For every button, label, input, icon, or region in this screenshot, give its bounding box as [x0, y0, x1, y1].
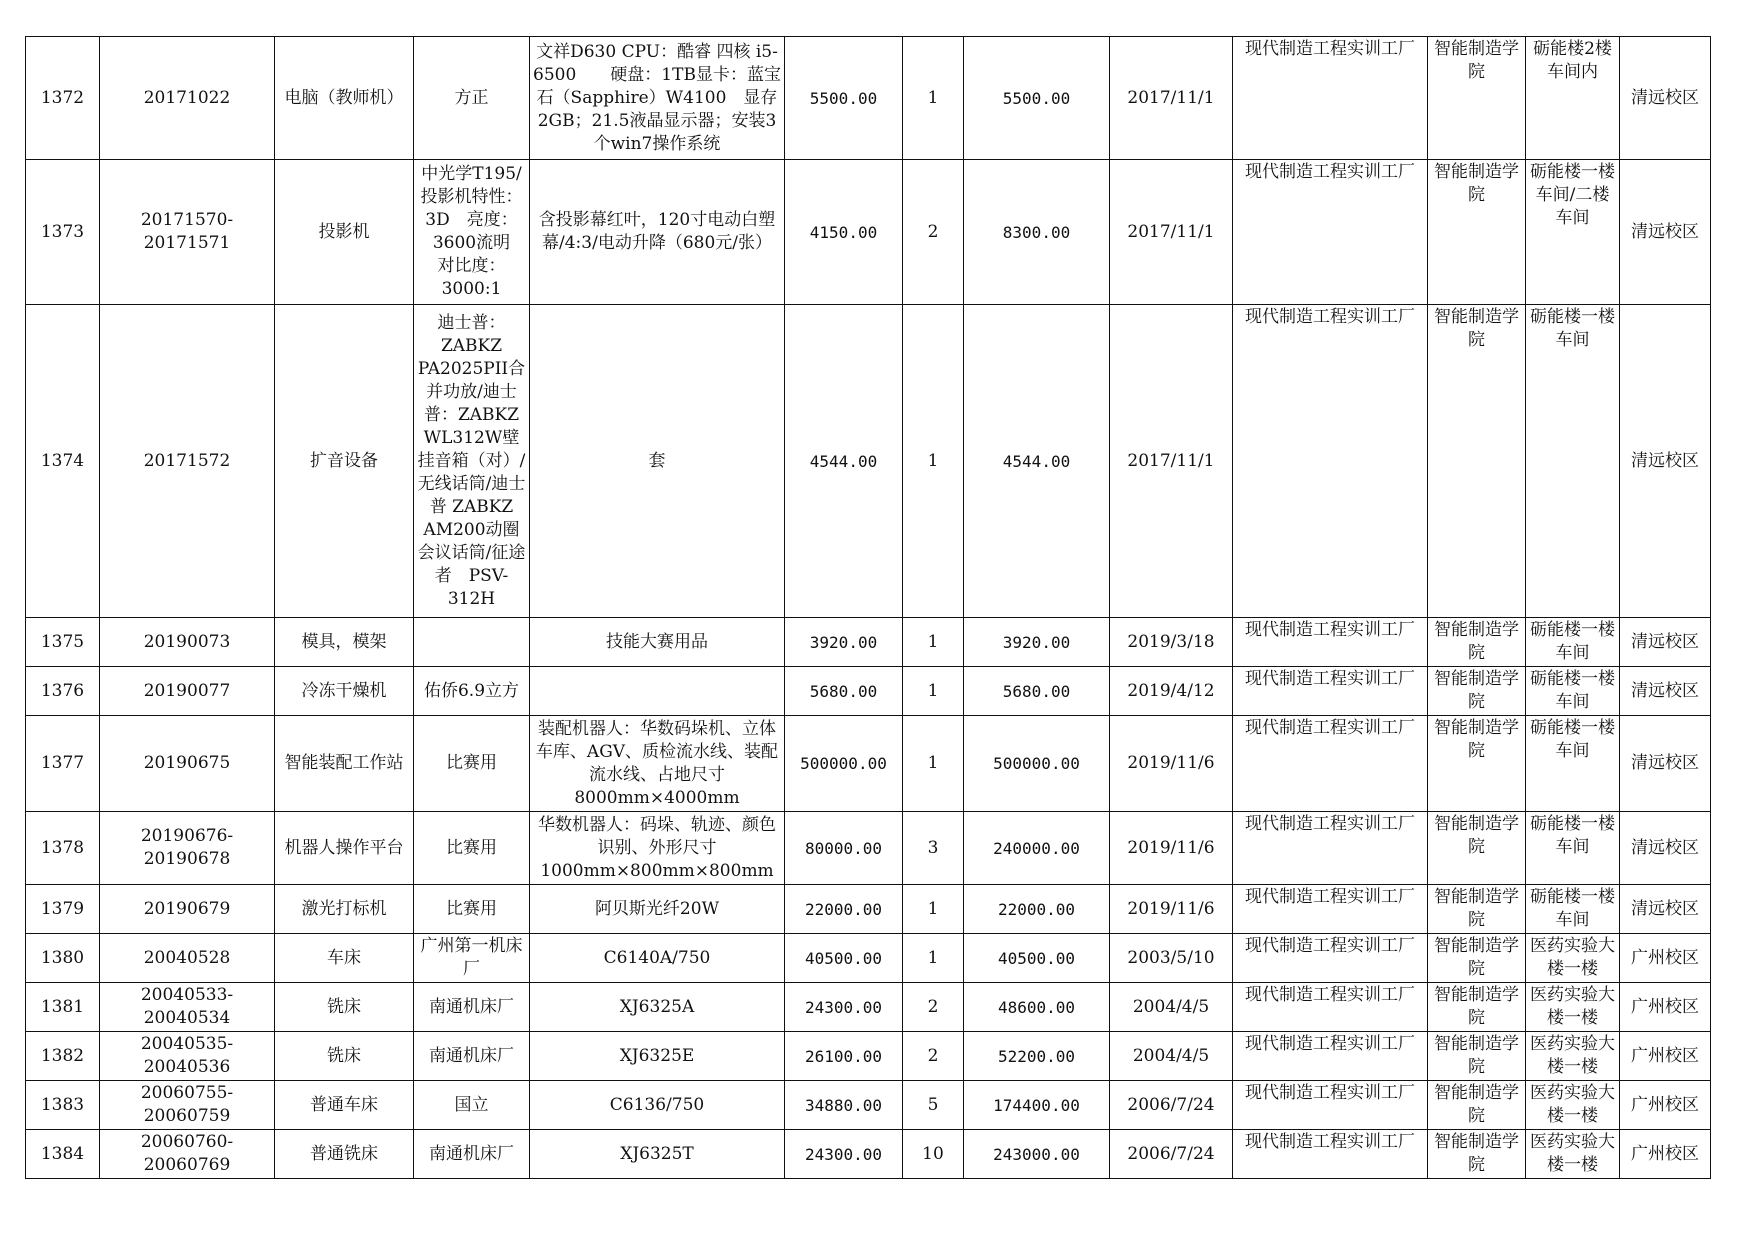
quantity-cell: 1: [903, 934, 964, 983]
campus-cell: 清远校区: [1620, 667, 1711, 716]
college-cell: 智能制造学院: [1428, 160, 1526, 305]
brand-model-cell: 南通机床厂: [414, 983, 530, 1032]
college-cell: 智能制造学院: [1428, 934, 1526, 983]
row-number-cell: 1374: [26, 305, 100, 618]
brand-model-cell: 南通机床厂: [414, 1130, 530, 1179]
college-cell: 智能制造学院: [1428, 885, 1526, 934]
unit-price-cell: 3920.00: [785, 618, 903, 667]
department-cell: 现代制造工程实训工厂: [1233, 812, 1428, 885]
asset-name-cell: 投影机: [275, 160, 414, 305]
location-cell: 砺能楼一楼车间: [1526, 812, 1620, 885]
row-number-cell: 1372: [26, 37, 100, 160]
unit-price-cell: 4150.00: [785, 160, 903, 305]
amount-cell: 500000.00: [964, 716, 1110, 812]
asset-table: [25, 36, 1711, 1179]
specification-cell: XJ6325T: [530, 1130, 785, 1179]
location-cell: 砺能楼一楼车间: [1526, 618, 1620, 667]
table-row: [26, 1081, 1711, 1130]
college-cell: 智能制造学院: [1428, 1130, 1526, 1179]
asset-name-cell: 模具，模架: [275, 618, 414, 667]
asset-code-cell: 20190675: [100, 716, 275, 812]
specification-cell: 技能大赛用品: [530, 618, 785, 667]
department-cell: 现代制造工程实训工厂: [1233, 1081, 1428, 1130]
location-cell: 医药实验大楼一楼: [1526, 1130, 1620, 1179]
table-row: [26, 305, 1711, 618]
location-cell: 砺能楼一楼车间: [1526, 667, 1620, 716]
brand-model-cell: 比赛用: [414, 716, 530, 812]
unit-price-cell: 40500.00: [785, 934, 903, 983]
specification-cell: XJ6325E: [530, 1032, 785, 1081]
specification-cell: 套: [530, 305, 785, 618]
table-row: [26, 160, 1711, 305]
row-number-cell: 1377: [26, 716, 100, 812]
quantity-cell: 10: [903, 1130, 964, 1179]
unit-price-cell: 22000.00: [785, 885, 903, 934]
specification-cell: [530, 667, 785, 716]
table-row: [26, 885, 1711, 934]
table-body: [26, 37, 1711, 1179]
location-cell: 医药实验大楼一楼: [1526, 983, 1620, 1032]
table-row: [26, 1032, 1711, 1081]
asset-code-cell: 20040535-20040536: [100, 1032, 275, 1081]
location-cell: 医药实验大楼一楼: [1526, 1081, 1620, 1130]
quantity-cell: 5: [903, 1081, 964, 1130]
brand-model-cell: 比赛用: [414, 812, 530, 885]
row-number-cell: 1375: [26, 618, 100, 667]
asset-code-cell: 20060755-20060759: [100, 1081, 275, 1130]
asset-code-cell: 20060760-20060769: [100, 1130, 275, 1179]
row-number-cell: 1383: [26, 1081, 100, 1130]
brand-model-cell: 南通机床厂: [414, 1032, 530, 1081]
unit-price-cell: 5680.00: [785, 667, 903, 716]
quantity-cell: 1: [903, 305, 964, 618]
location-cell: 砺能楼一楼车间: [1526, 305, 1620, 618]
quantity-cell: 2: [903, 1032, 964, 1081]
campus-cell: 广州校区: [1620, 1032, 1711, 1081]
row-number-cell: 1382: [26, 1032, 100, 1081]
quantity-cell: 1: [903, 667, 964, 716]
department-cell: 现代制造工程实训工厂: [1233, 160, 1428, 305]
specification-cell: 华数机器人：码垛、轨迹、颜色识别、外形尺寸1000mm×800mm×800mm: [530, 812, 785, 885]
table-row: [26, 716, 1711, 812]
quantity-cell: 2: [903, 160, 964, 305]
asset-code-cell: 20190077: [100, 667, 275, 716]
asset-name-cell: 电脑（教师机）: [275, 37, 414, 160]
college-cell: 智能制造学院: [1428, 667, 1526, 716]
amount-cell: 240000.00: [964, 812, 1110, 885]
purchase-date-cell: 2019/11/6: [1110, 812, 1233, 885]
amount-cell: 52200.00: [964, 1032, 1110, 1081]
asset-name-cell: 车床: [275, 934, 414, 983]
quantity-cell: 2: [903, 983, 964, 1032]
unit-price-cell: 80000.00: [785, 812, 903, 885]
campus-cell: 清远校区: [1620, 618, 1711, 667]
asset-name-cell: 普通铣床: [275, 1130, 414, 1179]
amount-cell: 5680.00: [964, 667, 1110, 716]
college-cell: 智能制造学院: [1428, 618, 1526, 667]
brand-model-cell: 国立: [414, 1081, 530, 1130]
specification-cell: 阿贝斯光纤20W: [530, 885, 785, 934]
campus-cell: 清远校区: [1620, 160, 1711, 305]
department-cell: 现代制造工程实训工厂: [1233, 1032, 1428, 1081]
quantity-cell: 1: [903, 618, 964, 667]
campus-cell: 广州校区: [1620, 934, 1711, 983]
college-cell: 智能制造学院: [1428, 812, 1526, 885]
asset-name-cell: 扩音设备: [275, 305, 414, 618]
row-number-cell: 1384: [26, 1130, 100, 1179]
purchase-date-cell: 2019/4/12: [1110, 667, 1233, 716]
quantity-cell: 3: [903, 812, 964, 885]
campus-cell: 清远校区: [1620, 716, 1711, 812]
asset-name-cell: 铣床: [275, 983, 414, 1032]
brand-model-cell: 佑侨6.9立方: [414, 667, 530, 716]
amount-cell: 243000.00: [964, 1130, 1110, 1179]
asset-code-cell: 20171022: [100, 37, 275, 160]
department-cell: 现代制造工程实训工厂: [1233, 37, 1428, 160]
specification-cell: 装配机器人：华数码垛机、立体车库、AGV、质检流水线、装配流水线、占地尺寸8000mm×4000mm: [530, 716, 785, 812]
specification-cell: 文祥D630 CPU：酷睿 四核 i5-6500 硬盘：1TB显卡：蓝宝石（Sapphire）W4100 显存2GB；21.5液晶显示器；安装3个win7操作系统: [530, 37, 785, 160]
table-row: [26, 983, 1711, 1032]
purchase-date-cell: 2006/7/24: [1110, 1081, 1233, 1130]
department-cell: 现代制造工程实训工厂: [1233, 983, 1428, 1032]
purchase-date-cell: 2006/7/24: [1110, 1130, 1233, 1179]
asset-name-cell: 冷冻干燥机: [275, 667, 414, 716]
purchase-date-cell: 2003/5/10: [1110, 934, 1233, 983]
table-row: [26, 667, 1711, 716]
asset-name-cell: 激光打标机: [275, 885, 414, 934]
college-cell: 智能制造学院: [1428, 983, 1526, 1032]
campus-cell: 清远校区: [1620, 812, 1711, 885]
campus-cell: 广州校区: [1620, 1081, 1711, 1130]
brand-model-cell: [414, 618, 530, 667]
department-cell: 现代制造工程实训工厂: [1233, 1130, 1428, 1179]
brand-model-cell: 中光学T195/投影机特性：3D 亮度：3600流明 对比度：3000:1: [414, 160, 530, 305]
quantity-cell: 1: [903, 37, 964, 160]
brand-model-cell: 比赛用: [414, 885, 530, 934]
amount-cell: 174400.00: [964, 1081, 1110, 1130]
quantity-cell: 1: [903, 885, 964, 934]
purchase-date-cell: 2019/11/6: [1110, 716, 1233, 812]
specification-cell: 含投影幕红叶，120寸电动白塑幕/4:3/电动升降（680元/张）: [530, 160, 785, 305]
table-row: [26, 618, 1711, 667]
amount-cell: 4544.00: [964, 305, 1110, 618]
amount-cell: 5500.00: [964, 37, 1110, 160]
department-cell: 现代制造工程实训工厂: [1233, 305, 1428, 618]
table-row: [26, 1130, 1711, 1179]
campus-cell: 广州校区: [1620, 1130, 1711, 1179]
purchase-date-cell: 2017/11/1: [1110, 305, 1233, 618]
campus-cell: 清远校区: [1620, 37, 1711, 160]
table-row: [26, 37, 1711, 160]
amount-cell: 48600.00: [964, 983, 1110, 1032]
asset-name-cell: 普通车床: [275, 1081, 414, 1130]
college-cell: 智能制造学院: [1428, 1081, 1526, 1130]
department-cell: 现代制造工程实训工厂: [1233, 618, 1428, 667]
table-row: [26, 812, 1711, 885]
purchase-date-cell: 2017/11/1: [1110, 37, 1233, 160]
asset-code-cell: 20190073: [100, 618, 275, 667]
asset-code-cell: 20040533-20040534: [100, 983, 275, 1032]
table-row: [26, 934, 1711, 983]
unit-price-cell: 24300.00: [785, 1130, 903, 1179]
amount-cell: 22000.00: [964, 885, 1110, 934]
row-number-cell: 1376: [26, 667, 100, 716]
amount-cell: 40500.00: [964, 934, 1110, 983]
brand-model-cell: 广州第一机床厂: [414, 934, 530, 983]
college-cell: 智能制造学院: [1428, 305, 1526, 618]
location-cell: 砺能楼2楼车间内: [1526, 37, 1620, 160]
college-cell: 智能制造学院: [1428, 37, 1526, 160]
asset-code-cell: 20171572: [100, 305, 275, 618]
asset-code-cell: 20171570-20171571: [100, 160, 275, 305]
unit-price-cell: 26100.00: [785, 1032, 903, 1081]
specification-cell: C6136/750: [530, 1081, 785, 1130]
row-number-cell: 1380: [26, 934, 100, 983]
unit-price-cell: 24300.00: [785, 983, 903, 1032]
asset-name-cell: 铣床: [275, 1032, 414, 1081]
college-cell: 智能制造学院: [1428, 716, 1526, 812]
asset-name-cell: 智能装配工作站: [275, 716, 414, 812]
specification-cell: C6140A/750: [530, 934, 785, 983]
asset-name-cell: 机器人操作平台: [275, 812, 414, 885]
location-cell: 医药实验大楼一楼: [1526, 1032, 1620, 1081]
row-number-cell: 1379: [26, 885, 100, 934]
asset-code-cell: 20040528: [100, 934, 275, 983]
department-cell: 现代制造工程实训工厂: [1233, 667, 1428, 716]
amount-cell: 3920.00: [964, 618, 1110, 667]
brand-model-cell: 方正: [414, 37, 530, 160]
purchase-date-cell: 2004/4/5: [1110, 1032, 1233, 1081]
amount-cell: 8300.00: [964, 160, 1110, 305]
brand-model-cell: 迪士普：ZABKZ PA2025PII合并功放/迪士普：ZABKZ WL312W壁挂音箱（对）/无线话筒/迪士普 ZABKZ AM200动圈会议话筒/征途者 PSV-312H: [414, 305, 530, 618]
location-cell: 砺能楼一楼车间/二楼车间: [1526, 160, 1620, 305]
purchase-date-cell: 2019/3/18: [1110, 618, 1233, 667]
unit-price-cell: 34880.00: [785, 1081, 903, 1130]
college-cell: 智能制造学院: [1428, 1032, 1526, 1081]
row-number-cell: 1373: [26, 160, 100, 305]
unit-price-cell: 4544.00: [785, 305, 903, 618]
row-number-cell: 1381: [26, 983, 100, 1032]
unit-price-cell: 5500.00: [785, 37, 903, 160]
location-cell: 砺能楼一楼车间: [1526, 885, 1620, 934]
department-cell: 现代制造工程实训工厂: [1233, 934, 1428, 983]
campus-cell: 清远校区: [1620, 305, 1711, 618]
campus-cell: 广州校区: [1620, 983, 1711, 1032]
purchase-date-cell: 2019/11/6: [1110, 885, 1233, 934]
quantity-cell: 1: [903, 716, 964, 812]
purchase-date-cell: 2017/11/1: [1110, 160, 1233, 305]
row-number-cell: 1378: [26, 812, 100, 885]
location-cell: 砺能楼一楼车间: [1526, 716, 1620, 812]
department-cell: 现代制造工程实训工厂: [1233, 716, 1428, 812]
campus-cell: 清远校区: [1620, 885, 1711, 934]
unit-price-cell: 500000.00: [785, 716, 903, 812]
department-cell: 现代制造工程实训工厂: [1233, 885, 1428, 934]
purchase-date-cell: 2004/4/5: [1110, 983, 1233, 1032]
asset-code-cell: 20190676-20190678: [100, 812, 275, 885]
location-cell: 医药实验大楼一楼: [1526, 934, 1620, 983]
specification-cell: XJ6325A: [530, 983, 785, 1032]
asset-code-cell: 20190679: [100, 885, 275, 934]
